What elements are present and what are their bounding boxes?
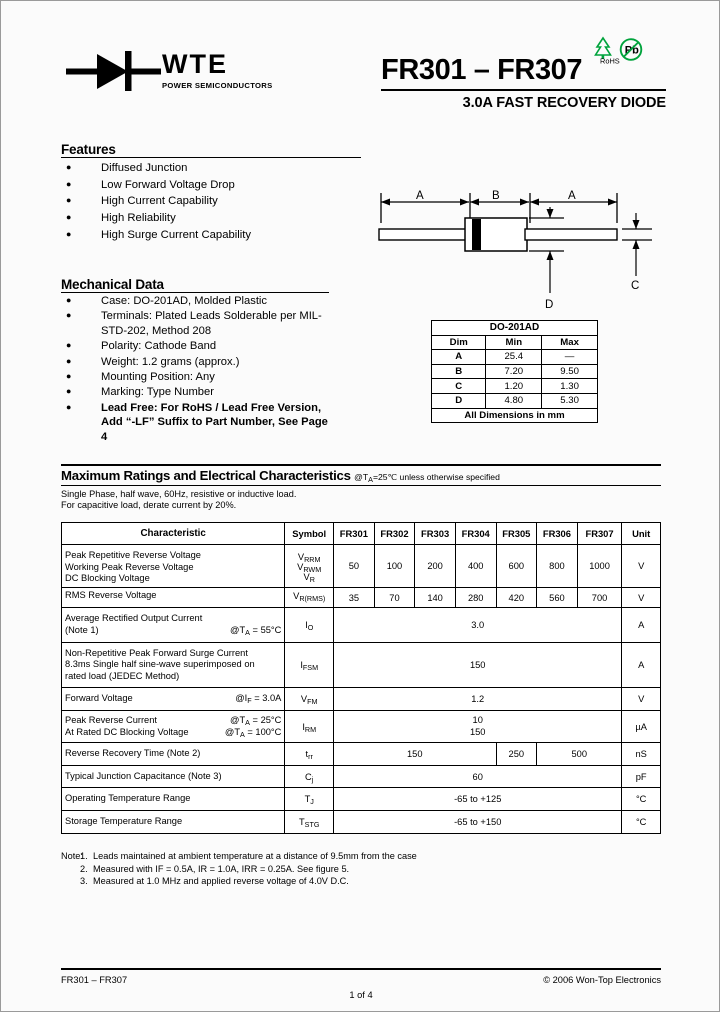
logo-tagline: POWER SEMICONDUCTORS <box>162 81 273 90</box>
char-line: Peak Reverse Current <box>65 714 157 725</box>
table-row <box>432 379 598 394</box>
dim-col-header: Max <box>542 335 598 350</box>
notes-section <box>61 850 661 888</box>
row-characteristic <box>62 545 285 588</box>
mechanical-data-section <box>61 277 329 444</box>
list-item: ● Marking: Type Number <box>61 385 329 399</box>
table-row <box>432 335 598 350</box>
dim-cell: 7.20 <box>486 364 542 379</box>
value-cell: 140 <box>415 587 456 608</box>
footer-left: FR301 – FR307 <box>61 975 128 985</box>
dim-cell: 1.30 <box>542 379 598 394</box>
value-cell-trr-3: 500 <box>537 743 622 766</box>
row-characteristic <box>62 688 285 711</box>
dim-label-b: B <box>492 190 500 202</box>
value-cell-span: 60 <box>334 765 622 788</box>
row-symbol: $V_{FM}$ <box>285 688 334 711</box>
dim-cell: 9.50 <box>542 364 598 379</box>
package-outline-drawing <box>364 171 664 316</box>
page-footer <box>61 968 661 1000</box>
value-100c: 150 <box>469 726 486 737</box>
list-item: ● Polarity: Cathode Band <box>61 339 329 353</box>
table-row <box>62 642 661 688</box>
value-25c: 10 <box>472 715 483 726</box>
dim-cell: 5.30 <box>542 393 598 408</box>
ratings-section-header <box>61 464 661 512</box>
dim-label-c: C <box>631 280 640 292</box>
unit-cell: V <box>622 688 661 711</box>
table-row <box>432 321 598 336</box>
row-symbol: $I_{FSM}$ <box>285 642 334 688</box>
ratings-heading-text: Maximum Ratings and Electrical Characteristics <box>61 468 351 483</box>
row-symbol: $T_J$ <box>285 788 334 811</box>
mechanical-heading: Mechanical Data <box>61 277 164 292</box>
row-characteristic <box>62 608 285 642</box>
dim-label-d: D <box>545 299 554 311</box>
col-header-fr302: FR302 <box>374 523 415 545</box>
col-header-fr303: FR303 <box>415 523 456 545</box>
note-item: 2. Measured with IF = 0.5A, IR = 1.0A, IRR = 0.25A. See figure 5. <box>93 863 661 876</box>
mechanical-divider <box>61 292 329 293</box>
col-header-fr305: FR305 <box>496 523 537 545</box>
table-row <box>62 710 661 742</box>
list-item: ● Case: DO-201AD, Molded Plastic <box>61 294 329 308</box>
row-symbol: $t_{rr}$ <box>285 743 334 766</box>
col-header-characteristic: Characteristic <box>62 523 285 545</box>
dim-cell: A <box>432 350 486 365</box>
list-item: ● Low Forward Voltage Drop <box>61 178 361 193</box>
unit-cell: A <box>622 608 661 642</box>
rohs-label-text: RoHS <box>599 56 620 65</box>
value-cell-span: -65 to +125 <box>334 788 622 811</box>
value-cell: 700 <box>577 587 622 608</box>
unit-cell: µA <box>622 710 661 742</box>
row-characteristic: Storage Temperature Range <box>62 810 285 833</box>
list-item: ● Mounting Position: Any <box>61 370 329 384</box>
page-subtitle: 3.0A FAST RECOVERY DIODE <box>462 95 666 111</box>
col-header-unit: Unit <box>622 523 661 545</box>
features-heading: Features <box>61 142 116 157</box>
dim-cell: D <box>432 393 486 408</box>
char-condition: $@T_A = 25^\circ C$ <box>230 714 282 727</box>
table-row <box>432 393 598 408</box>
unit-cell: V <box>622 587 661 608</box>
char-line: 8.3ms Single half sine-wave superimposed on <box>65 659 255 670</box>
value-cell: 100 <box>374 545 415 588</box>
note-item: 3. Measured at 1.0 MHz and applied reverse voltage of 4.0V D.C. <box>93 875 661 888</box>
table-row <box>432 364 598 379</box>
value-cell-span: 1.2 <box>334 688 622 711</box>
diode-symbol-icon <box>66 51 161 91</box>
value-cell: 200 <box>415 545 456 588</box>
ratings-condition: $@T_A=25℃$ unless otherwise specified <box>354 472 500 484</box>
notes-list <box>61 850 661 888</box>
rohs-and-pb-icons <box>593 35 645 65</box>
dim-table-footer: All Dimensions in mm <box>432 408 598 423</box>
char-line: At Rated DC Blocking Voltage <box>65 726 189 737</box>
dim-cell: 4.80 <box>486 393 542 408</box>
table-row <box>62 743 661 766</box>
value-cell: 560 <box>537 587 578 608</box>
eco-badges <box>593 35 645 70</box>
features-section <box>61 142 361 243</box>
value-cell: 600 <box>496 545 537 588</box>
title-block <box>381 35 666 111</box>
notes-label: Note: <box>61 851 83 861</box>
value-cell: 420 <box>496 587 537 608</box>
dim-label-a-left: A <box>416 190 424 202</box>
row-symbol: $C_j$ <box>285 765 334 788</box>
dim-cell: — <box>542 350 598 365</box>
value-cell-span: 3.0 <box>334 608 622 642</box>
footer-right: © 2006 Won-Top Electronics <box>543 975 661 985</box>
title-divider <box>381 89 666 91</box>
dim-label-a-right: A <box>568 190 576 202</box>
value-cell-span: 150 <box>334 642 622 688</box>
table-header-row <box>62 523 661 545</box>
logo-wordmark: WTE <box>162 49 228 79</box>
char-line: DC Blocking Voltage <box>65 573 150 584</box>
value-cell-span <box>334 710 622 742</box>
row-characteristic: RMS Reverse Voltage <box>62 587 285 608</box>
table-row <box>432 350 598 365</box>
table-row <box>62 545 661 588</box>
list-item: ● Weight: 1.2 grams (approx.) <box>61 355 329 369</box>
row-symbol: $V_{RRM}$ $V_{RWM}$ $V_R$ <box>285 545 334 588</box>
value-cell: 800 <box>537 545 578 588</box>
table-row <box>62 608 661 642</box>
page-header <box>56 29 666 117</box>
row-characteristic: Typical Junction Capacitance (Note 3) <box>62 765 285 788</box>
char-line: Non-Repetitive Peak Forward Surge Current <box>65 647 248 658</box>
row-characteristic <box>62 710 285 742</box>
col-header-fr307: FR307 <box>577 523 622 545</box>
svg-text:Pb: Pb <box>624 44 639 57</box>
footer-page-number: 1 of 4 <box>349 990 373 1000</box>
char-line: Forward Voltage <box>65 693 133 704</box>
ratings-bottom-divider <box>61 485 661 486</box>
char-line: Working Peak Reverse Voltage <box>65 561 194 572</box>
table-row <box>62 765 661 788</box>
value-cell: 35 <box>334 587 375 608</box>
features-list <box>61 161 361 243</box>
value-cell: 50 <box>334 545 375 588</box>
page-title: FR301 – FR307 <box>381 54 583 86</box>
list-item: ● Terminals: Plated Leads Solderable per MIL-STD-202, Method 208 <box>61 309 329 338</box>
table-row <box>432 408 598 423</box>
unit-cell: °C <box>622 788 661 811</box>
char-line: rated load (JEDEC Method) <box>65 670 180 681</box>
unit-cell: A <box>622 642 661 688</box>
value-cell-trr-1: 150 <box>334 743 496 766</box>
dim-cell: C <box>432 379 486 394</box>
row-characteristic: Operating Temperature Range <box>62 788 285 811</box>
pb-free-icon <box>620 39 641 60</box>
value-cell: 1000 <box>577 545 622 588</box>
row-symbol: $T_{STG}$ <box>285 810 334 833</box>
col-header-fr301: FR301 <box>334 523 375 545</box>
dim-cell: B <box>432 364 486 379</box>
company-logo <box>66 37 271 107</box>
list-item: ● High Current Capability <box>61 194 361 209</box>
row-symbol: $V_{R(RMS)}$ <box>285 587 334 608</box>
table-row <box>62 810 661 833</box>
features-divider <box>61 157 361 158</box>
dim-col-header: Dim <box>432 335 486 350</box>
char-condition: $@T_A = 100^\circ C$ <box>224 726 282 739</box>
row-characteristic <box>62 642 285 688</box>
char-line: (Note 1) <box>65 624 99 635</box>
col-header-fr306: FR306 <box>537 523 578 545</box>
mechanical-list <box>61 294 329 444</box>
row-symbol: $I_{RM}$ <box>285 710 334 742</box>
unit-cell: V <box>622 545 661 588</box>
package-dimension-table <box>431 320 598 423</box>
dim-cell: 25.4 <box>486 350 542 365</box>
dim-table-title: DO-201AD <box>432 321 598 336</box>
unit-cell: pF <box>622 765 661 788</box>
value-cell-span: -65 to +150 <box>334 810 622 833</box>
value-cell: 70 <box>374 587 415 608</box>
unit-cell: °C <box>622 810 661 833</box>
value-cell-trr-2: 250 <box>496 743 537 766</box>
ratings-heading <box>61 466 661 483</box>
note-item: 1. Leads maintained at ambient temperature at a distance of 9.5mm from the case <box>93 850 661 863</box>
table-row <box>62 688 661 711</box>
row-characteristic: Reverse Recovery Time (Note 2) <box>62 743 285 766</box>
ratings-note-line-1: Single Phase, half wave, 60Hz, resistive or inductive load. <box>61 489 297 499</box>
dim-col-header: Min <box>486 335 542 350</box>
dim-cell: 1.20 <box>486 379 542 394</box>
row-symbol: $I_O$ <box>285 608 334 642</box>
table-row <box>62 587 661 608</box>
ratings-note-line-2: For capacitive load, derate current by 20%. <box>61 500 237 511</box>
list-item: ● Lead Free: For RoHS / Lead Free Version, Add “-LF” Suffix to Part Number, See Page 4 <box>61 401 329 444</box>
table-row <box>62 788 661 811</box>
col-header-fr304: FR304 <box>455 523 496 545</box>
char-line: Average Rectified Output Current <box>65 613 203 624</box>
list-item: ● Diffused Junction <box>61 161 361 176</box>
col-header-symbol: Symbol <box>285 523 334 545</box>
unit-cell: nS <box>622 743 661 766</box>
electrical-characteristics-table <box>61 522 661 834</box>
value-cell: 280 <box>455 587 496 608</box>
char-condition: $@I_F = 3.0A$ <box>235 693 282 706</box>
char-condition: $@T_A = 55^\circ C$ <box>230 624 282 637</box>
value-cell: 400 <box>455 545 496 588</box>
list-item: ● High Surge Current Capability <box>61 228 361 243</box>
list-item: ● High Reliability <box>61 211 361 226</box>
char-line: Peak Repetitive Reverse Voltage <box>65 550 201 560</box>
